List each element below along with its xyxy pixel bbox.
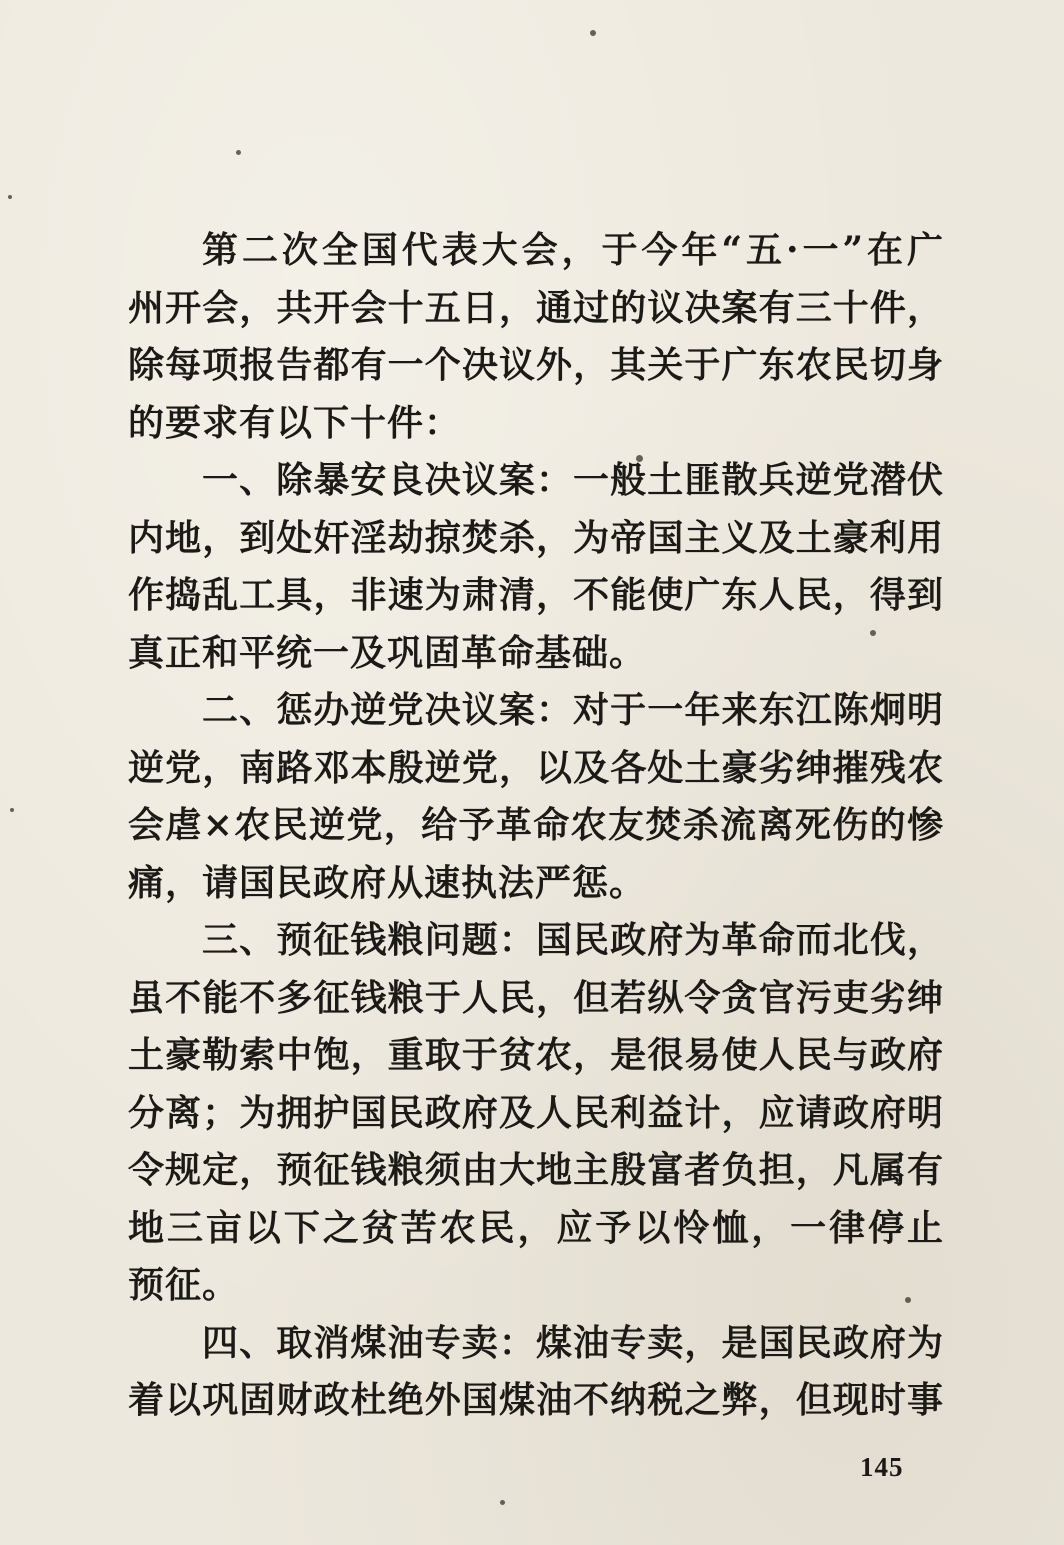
paper-speck [8, 195, 12, 199]
text-line: 土豪勒索中饱，重取于贫农，是很易使人民与政府 [128, 1034, 944, 1076]
text-line: 内地，到处奸淫劫掠焚杀，为帝国主义及土豪利用 [128, 516, 944, 559]
text-line: 着以巩固财政杜绝外国煤油不纳税之弊，但现时事 [128, 1379, 944, 1421]
text-line: 令规定，预征钱粮须由大地主殷富者负担，凡属有 [128, 1149, 944, 1191]
text-line: 地三亩以下之贫苦农民，应予以怜恤，一律停止 [128, 1206, 944, 1249]
page-number: 145 [860, 1452, 904, 1482]
text-line: 第二次全国代表大会，于今年“五·一”在广 [202, 229, 944, 271]
text-line: 痛，请国民政府从速执法严惩。 [128, 861, 647, 904]
text-line: 除每项报告都有一个决议外，其关于广东农民切身 [128, 344, 944, 386]
text-line: 真正和平统一及巩固革命基础。 [128, 631, 647, 674]
text-line: 作捣乱工具，非速为肃清，不能使广东人民，得到 [128, 574, 944, 616]
document-body [128, 222, 944, 1430]
text-line: 州开会，共开会十五日，通过的议决案有三十件， [128, 286, 944, 329]
text-line: 虽不能不多征钱粮于人民，但若纵令贪官污吏劣绅 [128, 976, 944, 1019]
text-line: 二、惩办逆党决议案：对于一年来东江陈炯明 [202, 689, 944, 731]
text-line: 分离；为拥护国民政府及人民利益计，应请政府明 [128, 1091, 944, 1134]
text-line: 的要求有以下十件： [128, 401, 462, 444]
text-line: 预征。 [128, 1264, 240, 1306]
text-line: 一、除暴安良决议案：一般土匪散兵逆党潜伏 [202, 459, 944, 501]
text-line: 会虐×农民逆党，给予革命农友焚杀流离死伤的惨 [128, 804, 944, 846]
paper-speck [590, 30, 596, 36]
text-line: 四、取消煤油专卖：煤油专卖，是国民政府为 [202, 1321, 944, 1364]
paper-speck [236, 150, 241, 155]
paper-speck [10, 808, 14, 812]
text-line: 逆党，南路邓本殷逆党，以及各处土豪劣绅摧残农 [128, 746, 944, 789]
text-line: 三、预征钱粮问题：国民政府为革命而北伐， [202, 919, 944, 961]
paper-speck [500, 1500, 505, 1505]
